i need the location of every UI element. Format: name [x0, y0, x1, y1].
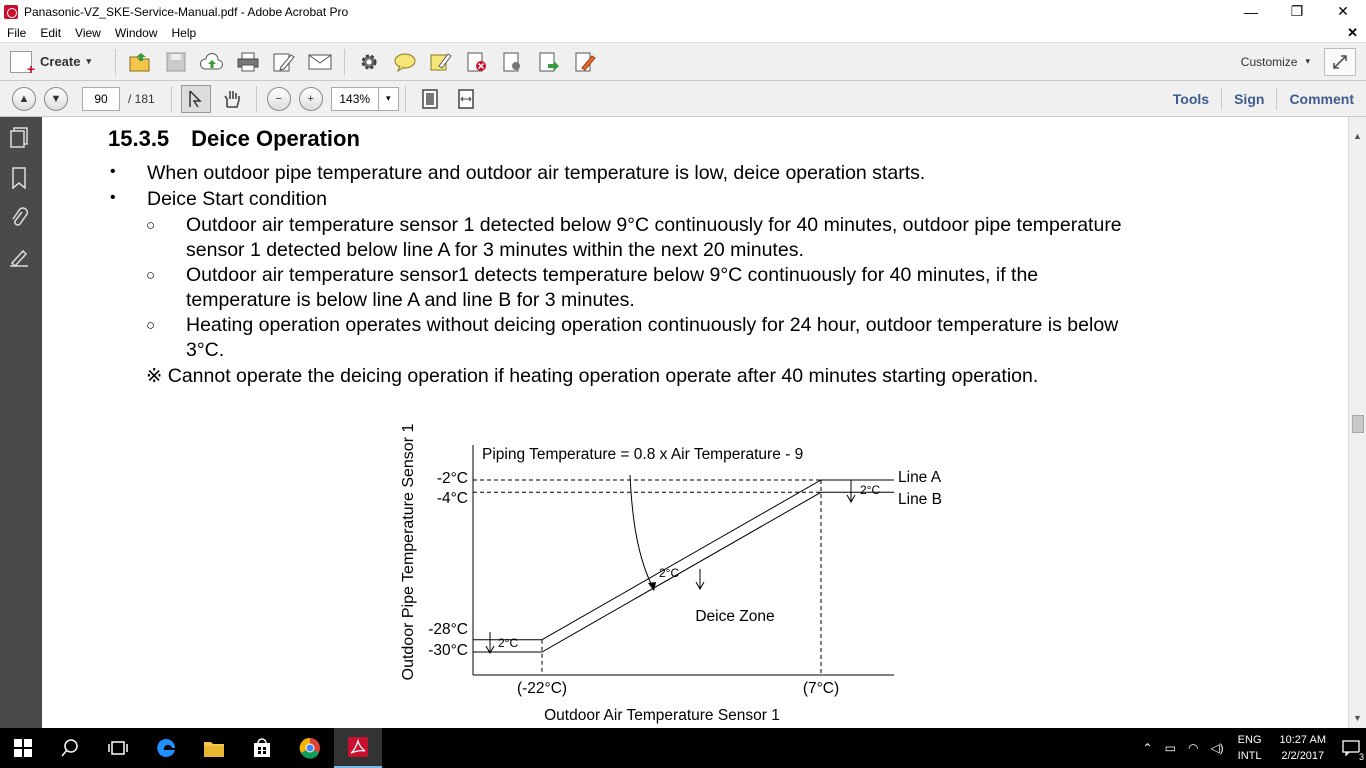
- sub-bullet-text: Heating operation operates without deicing operation continuously for 24 hour, outdoor temperature is below: [186, 314, 1119, 336]
- signatures-button[interactable]: [8, 247, 30, 269]
- bullet-text: Deice Start condition: [147, 188, 327, 210]
- create-label: Create: [40, 54, 81, 69]
- document-close-button[interactable]: ✕: [1347, 24, 1358, 40]
- pencil-edit-icon: [273, 52, 295, 72]
- create-pdf-icon: [10, 51, 32, 73]
- page-total: / 181: [128, 91, 155, 106]
- comment-link[interactable]: Comment: [1276, 88, 1366, 110]
- maximize-button[interactable]: ❐: [1290, 3, 1304, 19]
- volume-icon[interactable]: ◁): [1210, 741, 1224, 755]
- page-pen-icon: [574, 52, 596, 72]
- close-button[interactable]: ✕: [1337, 3, 1349, 19]
- menu-file[interactable]: File: [7, 25, 27, 40]
- minus-icon: −: [275, 92, 282, 105]
- start-button[interactable]: [0, 728, 46, 768]
- task-view-button[interactable]: [94, 728, 142, 768]
- window-title: Panasonic-VZ_SKE-Service-Manual.pdf - Adobe Acrobat Pro: [24, 4, 349, 19]
- gear-icon: [359, 52, 379, 72]
- series-line-a: [473, 480, 894, 640]
- chart-annotation: 2°C: [860, 483, 881, 497]
- y-tick-label: -30°C: [428, 642, 468, 659]
- settings-button[interactable]: [354, 48, 384, 76]
- save-disk-icon: [166, 52, 186, 72]
- bookmarks-button[interactable]: [8, 167, 30, 189]
- speech-bubble-icon: [394, 52, 416, 72]
- next-page-button[interactable]: [44, 87, 68, 111]
- task-view-icon: [107, 739, 129, 757]
- create-button[interactable]: [0, 47, 99, 77]
- legend-line-b: Line B: [898, 491, 942, 508]
- x-tick-label: (-22°C): [516, 680, 568, 697]
- task-pane-links: [1161, 81, 1366, 117]
- delete-page-button[interactable]: [462, 48, 492, 76]
- comment-button[interactable]: [390, 48, 420, 76]
- tools-link[interactable]: Tools: [1172, 90, 1210, 107]
- toolbar-separator: [171, 86, 172, 112]
- page-gear-icon: [502, 52, 524, 72]
- chrome-browser-icon: [299, 737, 321, 759]
- zoom-out-button[interactable]: [267, 87, 291, 111]
- sub-bullet-text: Outdoor air temperature sensor1 detects temperature below 9°C continuously for 40 minutes, if the: [186, 264, 1039, 286]
- fit-width-icon: [457, 89, 475, 109]
- previous-page-button[interactable]: [12, 87, 36, 111]
- page-export-icon: [538, 52, 560, 72]
- fit-page-button[interactable]: [415, 85, 445, 113]
- sub-bullet-marker: ○: [146, 267, 156, 284]
- menu-help[interactable]: Help: [171, 25, 197, 40]
- sub-bullet-marker: ○: [146, 217, 156, 234]
- section-number: 15.3.5: [108, 126, 170, 151]
- acrobat-app-icon: [348, 737, 368, 757]
- toolbar-separator: [115, 49, 116, 75]
- file-explorer-button[interactable]: [190, 728, 238, 768]
- export-button[interactable]: [534, 48, 564, 76]
- delete-page-icon: [466, 52, 488, 72]
- search-icon: [61, 739, 79, 757]
- y-tick-label: -4°C: [436, 490, 468, 507]
- clock-date: 2/2/2017: [1281, 750, 1325, 762]
- hand-icon: [222, 89, 242, 109]
- upload-button[interactable]: [197, 48, 227, 76]
- menu-bar: [0, 23, 1366, 43]
- chart-annotation: 2°C: [659, 566, 680, 580]
- sub-bullet-text: temperature is below line A and line B for 3 minutes.: [186, 289, 635, 311]
- plus-icon: +: [307, 92, 314, 105]
- create-caret-icon: ▾: [86, 56, 91, 66]
- title-bar: [0, 0, 1366, 23]
- navigation-pane: [0, 117, 42, 728]
- menu-view[interactable]: View: [75, 25, 101, 40]
- notification-count: 3: [1358, 752, 1364, 762]
- highlighter-icon: [430, 52, 452, 72]
- scroll-down-icon[interactable]: ▼: [1353, 713, 1362, 723]
- menu-edit[interactable]: Edit: [40, 25, 62, 40]
- toolbar-separator: [405, 86, 406, 112]
- fit-width-button[interactable]: [451, 85, 481, 113]
- scroll-up-icon[interactable]: ▲: [1353, 131, 1362, 141]
- deice-zone-label: Deice Zone: [695, 608, 775, 625]
- hand-tool-button[interactable]: [217, 85, 247, 113]
- attachments-button[interactable]: [8, 207, 30, 229]
- language-code: ENG: [1237, 734, 1262, 746]
- y-tick-label: -2°C: [436, 470, 468, 487]
- windows-taskbar: [0, 728, 1366, 768]
- section-title: Deice Operation: [191, 126, 360, 151]
- select-tool-button[interactable]: [181, 85, 211, 113]
- arrow-up-icon: ▲: [18, 92, 30, 105]
- toolbar-separator: [344, 49, 345, 75]
- envelope-icon: [308, 53, 332, 71]
- fit-page-icon: [421, 89, 439, 109]
- sub-bullet-marker: ○: [146, 317, 156, 334]
- vertical-scrollbar[interactable]: [1348, 117, 1366, 728]
- chart-annotation: 2°C: [498, 636, 519, 650]
- menu-window[interactable]: Window: [114, 25, 158, 40]
- acrobat-icon: [4, 5, 18, 19]
- printer-icon: [237, 52, 259, 72]
- edge-button[interactable]: [142, 728, 190, 768]
- cloud-upload-icon: [200, 52, 224, 72]
- save-button[interactable]: [161, 48, 191, 76]
- store-bag-icon: [252, 738, 272, 758]
- page-thumbnails-button[interactable]: [8, 127, 30, 149]
- text-cursor-icon: [187, 89, 205, 109]
- navigation-toolbar: [0, 81, 1366, 117]
- chart-title: Piping Temperature = 0.8 x Air Temperature - 9: [482, 446, 804, 463]
- bullet-marker: •: [110, 163, 116, 180]
- keyboard-layout: INTL: [1237, 750, 1262, 762]
- sign-link[interactable]: Sign: [1221, 88, 1276, 110]
- store-button[interactable]: [238, 728, 286, 768]
- zoom-caret-icon: ▾: [379, 87, 399, 111]
- chrome-button[interactable]: [286, 728, 334, 768]
- print-button[interactable]: [233, 48, 263, 76]
- pages-icon: [9, 127, 29, 149]
- zoom-in-button[interactable]: [299, 87, 323, 111]
- highlight-button[interactable]: [426, 48, 456, 76]
- fullscreen-button[interactable]: [1324, 48, 1356, 76]
- windows-logo-icon: [14, 739, 32, 757]
- sub-bullet-text: 3°C.: [186, 339, 225, 361]
- edge-browser-icon: [155, 737, 177, 759]
- customize-dropdown[interactable]: [1241, 55, 1324, 69]
- zoom-select[interactable]: [331, 87, 399, 111]
- open-folder-icon: [129, 52, 151, 72]
- chart-x-axis-label: Outdoor Air Temperature Sensor 1: [544, 707, 780, 724]
- series-line-b: [473, 492, 894, 652]
- bookmark-icon: [11, 167, 27, 189]
- sub-bullet-text: Outdoor air temperature sensor 1 detected below 9°C continuously for 40 minutes, outdoor pipe temperature: [186, 214, 1122, 236]
- toolbar-separator: [256, 86, 257, 112]
- input-language-button[interactable]: [1238, 732, 1262, 764]
- sign-document-button[interactable]: [570, 48, 600, 76]
- acrobat-taskbar-button[interactable]: [334, 728, 382, 768]
- chart-y-axis-label: Outdoor Pipe Temperature Sensor 1: [400, 423, 417, 681]
- sub-bullet-text: sensor 1 detected below line A for 3 minutes within the next 20 minutes.: [186, 239, 804, 261]
- email-button[interactable]: [305, 48, 335, 76]
- zoom-value: 143%: [331, 87, 379, 111]
- notification-icon: [1342, 740, 1360, 756]
- section-heading: [108, 126, 360, 152]
- bullet-text: When outdoor pipe temperature and outdoor air temperature is low, deice operation starts.: [147, 162, 926, 184]
- customize-label: Customize: [1240, 54, 1298, 69]
- deice-chart: [382, 407, 982, 727]
- clock-button[interactable]: [1280, 732, 1326, 764]
- paperclip-icon: [10, 207, 28, 229]
- search-button[interactable]: [46, 728, 94, 768]
- action-center-button[interactable]: [1336, 728, 1366, 768]
- wifi-icon[interactable]: ◠: [1187, 741, 1199, 755]
- signature-pen-icon: [8, 248, 30, 268]
- minimize-button[interactable]: —: [1244, 3, 1258, 20]
- legend-line-a: Line A: [898, 469, 942, 486]
- y-tick-label: -28°C: [428, 621, 468, 638]
- scroll-thumb[interactable]: [1352, 415, 1364, 433]
- note-text: ※ Cannot operate the deicing operation if heating operation operate after 40 minutes starting operation.: [146, 365, 1039, 387]
- edit-button[interactable]: [269, 48, 299, 76]
- document-page[interactable]: [42, 117, 1348, 728]
- x-tick-label: (7°C): [802, 680, 840, 697]
- page-settings-button[interactable]: [498, 48, 528, 76]
- open-button[interactable]: [125, 48, 155, 76]
- show-hidden-icons-icon[interactable]: ⌃: [1142, 741, 1153, 755]
- system-tray: [1137, 728, 1366, 768]
- page-number-input[interactable]: [82, 87, 120, 111]
- customize-caret-icon: ▾: [1305, 56, 1310, 66]
- chart-series-group: [473, 480, 894, 675]
- arrow-down-icon: ▼: [50, 92, 62, 105]
- expand-arrows-icon: [1332, 54, 1348, 70]
- main-toolbar: [0, 43, 1366, 81]
- battery-icon[interactable]: ▭: [1164, 741, 1176, 755]
- bullet-marker: •: [110, 189, 116, 206]
- folder-icon: [203, 738, 225, 758]
- chart-callout-arrowhead: [648, 582, 656, 591]
- clock-time: 10:27 AM: [1279, 734, 1326, 746]
